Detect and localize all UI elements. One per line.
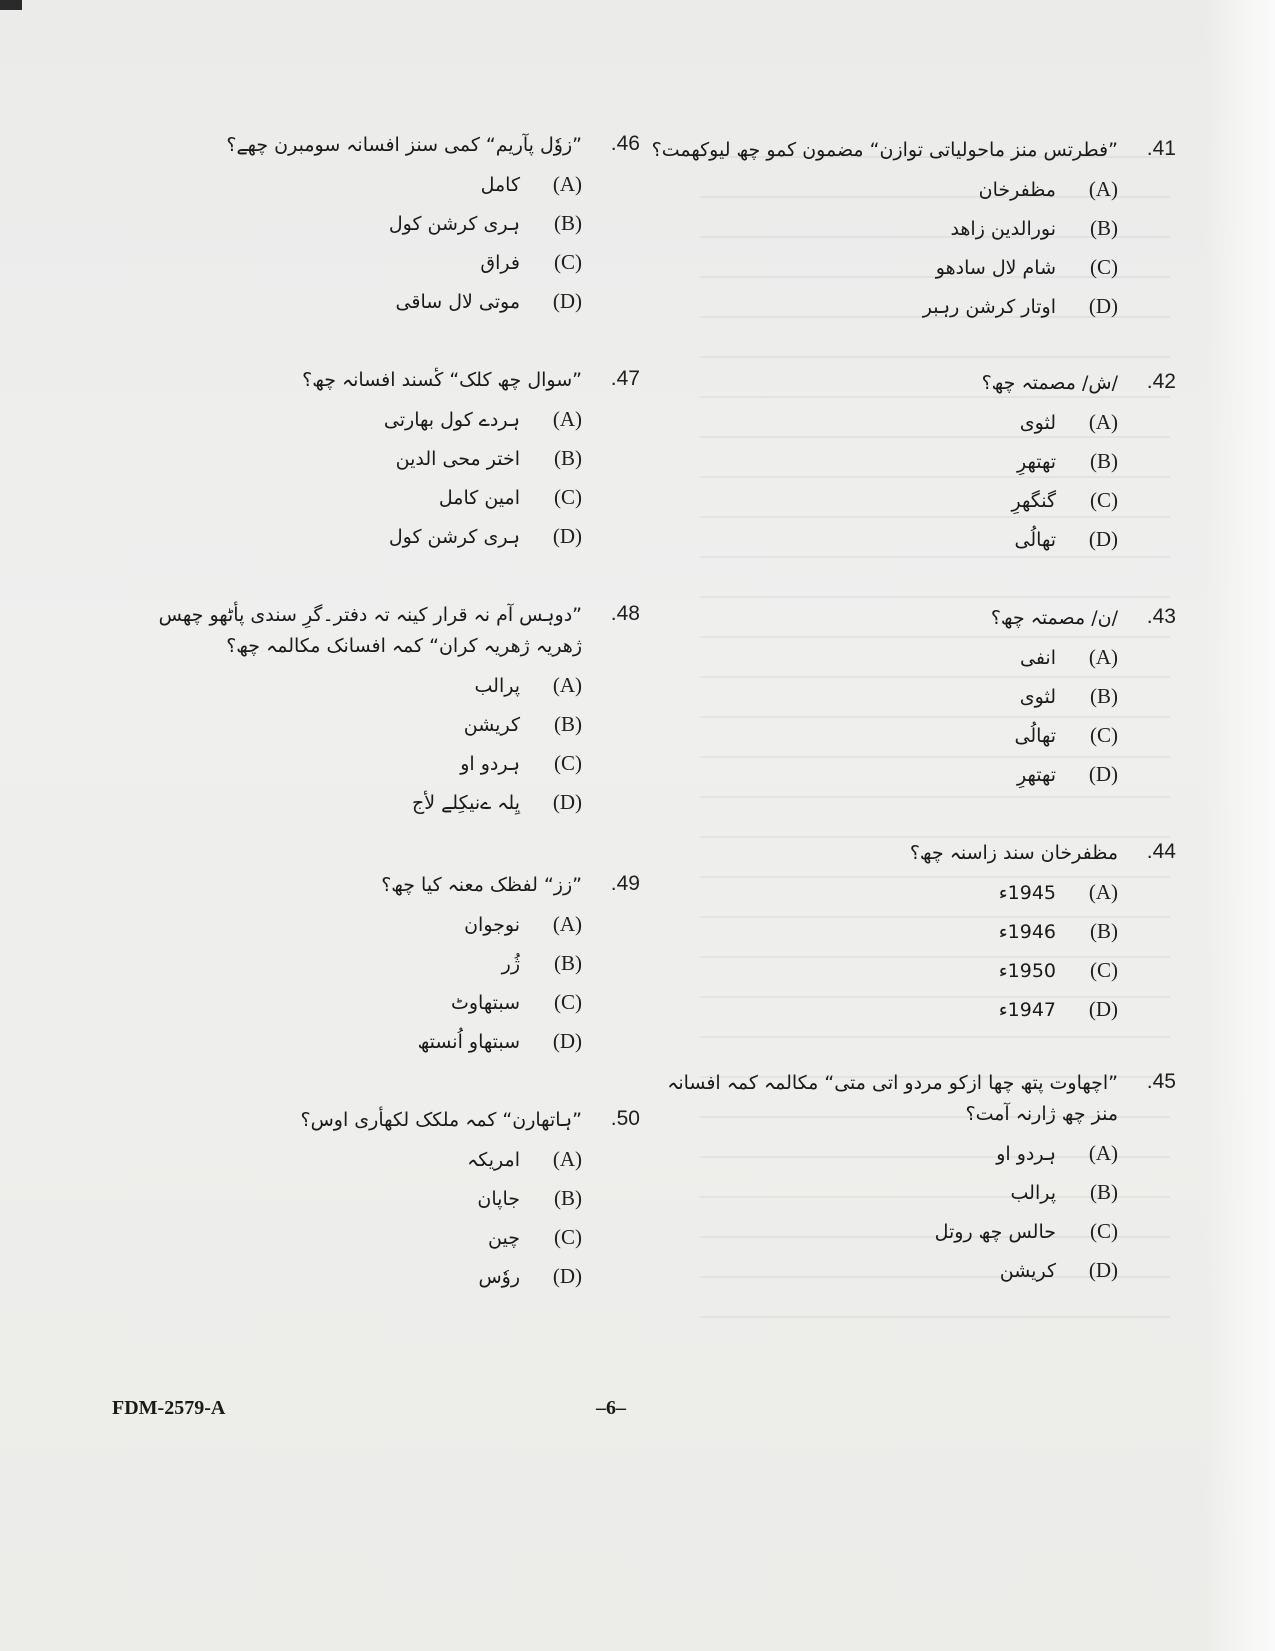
- option-b[interactable]: [648, 1173, 1118, 1212]
- question-number: .47: [610, 367, 640, 390]
- question-number: .43: [1146, 605, 1176, 628]
- option-letter: (C): [554, 250, 582, 274]
- question-text: ”ہاتھارن“ کمہ ملکک لکھأری اوس؟: [300, 1109, 582, 1131]
- option-letter: (D): [552, 1264, 582, 1288]
- option-letter: (A): [1088, 177, 1118, 201]
- option-c[interactable]: [648, 481, 1118, 520]
- option-letter: (B): [554, 446, 582, 470]
- option-text: نورالدین زاھد: [950, 217, 1056, 240]
- option-d[interactable]: [648, 990, 1118, 1029]
- question-49: [112, 870, 640, 1061]
- question-text: ”اچھاوت پتھ چھا ازکو مردو اتی متی“ مکالمہ کمہ افسانہ منز چھ ژارنہ آمت؟: [667, 1072, 1118, 1125]
- option-text: مظفرخان: [978, 178, 1056, 201]
- option-text: موتی لال ساقی: [395, 290, 520, 313]
- question-43: [648, 603, 1176, 794]
- option-a[interactable]: [112, 165, 582, 204]
- option-a[interactable]: [648, 873, 1118, 912]
- option-c[interactable]: [112, 1218, 582, 1257]
- option-text: ژُر: [501, 952, 520, 975]
- option-b[interactable]: [112, 204, 582, 243]
- option-text: اوتار کرشن رہبر: [922, 295, 1056, 318]
- option-text: 1950ء: [998, 959, 1056, 982]
- option-letter: (B): [1090, 216, 1118, 240]
- option-letter: (B): [1090, 1180, 1118, 1204]
- option-c[interactable]: [112, 744, 582, 783]
- option-text: فراق: [480, 251, 520, 274]
- question-text: ”زز“ لفظک معنہ کیا چھ؟: [381, 874, 582, 896]
- question-45: [648, 1068, 1176, 1290]
- option-d[interactable]: [112, 517, 582, 556]
- option-b[interactable]: [112, 439, 582, 478]
- option-text: اختر محی الدین: [395, 447, 520, 470]
- option-text: گنگھرِ: [1011, 489, 1056, 512]
- option-letter: (D): [1088, 997, 1118, 1021]
- option-letter: (A): [1088, 645, 1118, 669]
- option-letter: (B): [1090, 449, 1118, 473]
- question-text: /ن/ مصمتہ چھ؟: [990, 607, 1118, 629]
- question-text: ”زوٗل پآریم“ کمی سنز افسانہ سومبرن چھے؟: [226, 134, 582, 156]
- option-letter: (D): [552, 790, 582, 814]
- option-text: روٗس: [478, 1265, 520, 1288]
- question-number: .41: [1146, 137, 1176, 160]
- option-letter: (C): [554, 1225, 582, 1249]
- option-text: امین کامل: [438, 486, 520, 509]
- option-text: تھتھرِ: [1016, 763, 1056, 786]
- option-d[interactable]: [112, 783, 582, 822]
- option-text: ہری کرشن کول: [388, 525, 520, 548]
- question-text: مظفرخان سند زاسنہ چھ؟: [909, 842, 1118, 864]
- question-text: ”دوہس آم نہ قرار کینہ تہ دفتر۔گرِ سندی پأٹھو چھس ژھریہ ژھریہ کران“ کمہ افسانک مکالمہ چھ؟: [158, 604, 582, 657]
- option-c[interactable]: [648, 1212, 1118, 1251]
- option-a[interactable]: [648, 1134, 1118, 1173]
- option-b[interactable]: [112, 705, 582, 744]
- question-number: .42: [1146, 370, 1176, 393]
- option-d[interactable]: [648, 755, 1118, 794]
- option-text: 1946ء: [998, 920, 1056, 943]
- option-text: تھتھرِ: [1016, 450, 1056, 473]
- option-letter: (C): [554, 751, 582, 775]
- question-text: ”فطرتس منز ماحولیاتی توازن“ مضمون کمو چھ لیوکھمت؟: [651, 139, 1118, 161]
- page-edge: [1205, 0, 1275, 1651]
- option-a[interactable]: [112, 400, 582, 439]
- question-48: [112, 600, 640, 822]
- option-letter: (C): [1090, 958, 1118, 982]
- option-text: امریکہ: [467, 1148, 520, 1171]
- question-number: .45: [1146, 1070, 1176, 1093]
- question-number: .48: [610, 602, 640, 625]
- option-b[interactable]: [648, 442, 1118, 481]
- option-text: شام لال سادھو: [935, 256, 1056, 279]
- option-letter: (C): [1090, 488, 1118, 512]
- option-text: کریشن: [463, 713, 520, 736]
- option-letter: (A): [552, 407, 582, 431]
- question-number: .49: [610, 872, 640, 895]
- option-b[interactable]: [648, 912, 1118, 951]
- option-letter: (B): [1090, 919, 1118, 943]
- option-letter: (B): [554, 951, 582, 975]
- option-letter: (C): [1090, 723, 1118, 747]
- option-letter: (D): [552, 1029, 582, 1053]
- option-text: نوجوان: [464, 913, 520, 936]
- option-a[interactable]: [648, 638, 1118, 677]
- option-b[interactable]: [112, 1179, 582, 1218]
- question-text: /ش/ مصمتہ چھ؟: [981, 372, 1118, 394]
- option-letter: (D): [552, 524, 582, 548]
- option-a[interactable]: [648, 170, 1118, 209]
- option-text: انفی: [1019, 646, 1056, 669]
- option-c[interactable]: [648, 951, 1118, 990]
- option-letter: (B): [554, 1186, 582, 1210]
- option-text: ہردے کول بھارتی: [383, 408, 520, 431]
- option-letter: (D): [552, 289, 582, 313]
- option-text: سبتھاوٹ: [451, 991, 520, 1014]
- option-letter: (A): [552, 1147, 582, 1171]
- option-d[interactable]: [648, 520, 1118, 559]
- option-c[interactable]: [112, 243, 582, 282]
- option-letter: (A): [552, 673, 582, 697]
- option-letter: (B): [1090, 684, 1118, 708]
- option-letter: (C): [554, 485, 582, 509]
- option-letter: (A): [1088, 880, 1118, 904]
- option-letter: (C): [1090, 1219, 1118, 1243]
- option-letter: (A): [552, 172, 582, 196]
- option-letter: (D): [1088, 1258, 1118, 1282]
- option-text: پرالب: [474, 674, 520, 697]
- page-number: –6–: [596, 1397, 626, 1419]
- option-text: 1947ء: [998, 998, 1056, 1021]
- option-text: ہری کرشن کول: [388, 212, 520, 235]
- option-text: کریشن: [999, 1259, 1056, 1282]
- option-text: تھالُی: [1014, 528, 1056, 551]
- question-number: .44: [1146, 840, 1176, 863]
- option-text: سبتھاو اُنستھ: [417, 1030, 520, 1053]
- option-text: ہردو او: [460, 752, 520, 775]
- question-50: [112, 1105, 640, 1296]
- option-a[interactable]: [112, 1140, 582, 1179]
- option-text: لثوی: [1019, 685, 1056, 708]
- option-d[interactable]: [648, 287, 1118, 326]
- question-number: .46: [610, 132, 640, 155]
- question-41: [648, 135, 1176, 326]
- option-letter: (A): [1088, 410, 1118, 434]
- option-letter: (A): [1088, 1141, 1118, 1165]
- option-text: 1945ء: [998, 881, 1056, 904]
- question-text: ”سوال چھ کلک“ کٔسند افسانہ چھ؟: [302, 369, 582, 391]
- option-letter: (A): [552, 912, 582, 936]
- question-42: [648, 368, 1176, 559]
- question-47: [112, 365, 640, 556]
- question-44: [648, 838, 1176, 1029]
- option-letter: (B): [554, 211, 582, 235]
- question-number: .50: [610, 1107, 640, 1130]
- option-a[interactable]: [112, 905, 582, 944]
- option-text: لثوی: [1019, 411, 1056, 434]
- option-c[interactable]: [648, 248, 1118, 287]
- option-a[interactable]: [112, 666, 582, 705]
- option-b[interactable]: [648, 209, 1118, 248]
- option-letter: (D): [1088, 294, 1118, 318]
- option-c[interactable]: [112, 983, 582, 1022]
- option-c[interactable]: [648, 716, 1118, 755]
- option-letter: (C): [554, 990, 582, 1014]
- option-b[interactable]: [112, 944, 582, 983]
- option-text: چین: [488, 1226, 520, 1249]
- option-c[interactable]: [112, 478, 582, 517]
- question-46: [112, 130, 640, 321]
- option-d[interactable]: [648, 1251, 1118, 1290]
- option-b[interactable]: [648, 677, 1118, 716]
- corner-mark: [0, 0, 22, 10]
- option-d[interactable]: [112, 1257, 582, 1296]
- paper-code: FDM-2579-A: [112, 1397, 226, 1419]
- option-text: جاپان: [477, 1187, 520, 1210]
- option-letter: (D): [1088, 762, 1118, 786]
- option-letter: (D): [1088, 527, 1118, 551]
- option-text: تھالُی: [1014, 724, 1056, 747]
- option-text: یِلہ ےنیکِلے لأج: [412, 791, 520, 814]
- option-letter: (C): [1090, 255, 1118, 279]
- option-text: حالس چھ روتل: [934, 1220, 1056, 1243]
- option-text: کامل: [480, 173, 520, 196]
- option-text: پرالب: [1010, 1181, 1056, 1204]
- option-d[interactable]: [112, 1022, 582, 1061]
- option-letter: (B): [554, 712, 582, 736]
- option-text: ہردو او: [996, 1142, 1056, 1165]
- option-a[interactable]: [648, 403, 1118, 442]
- option-d[interactable]: [112, 282, 582, 321]
